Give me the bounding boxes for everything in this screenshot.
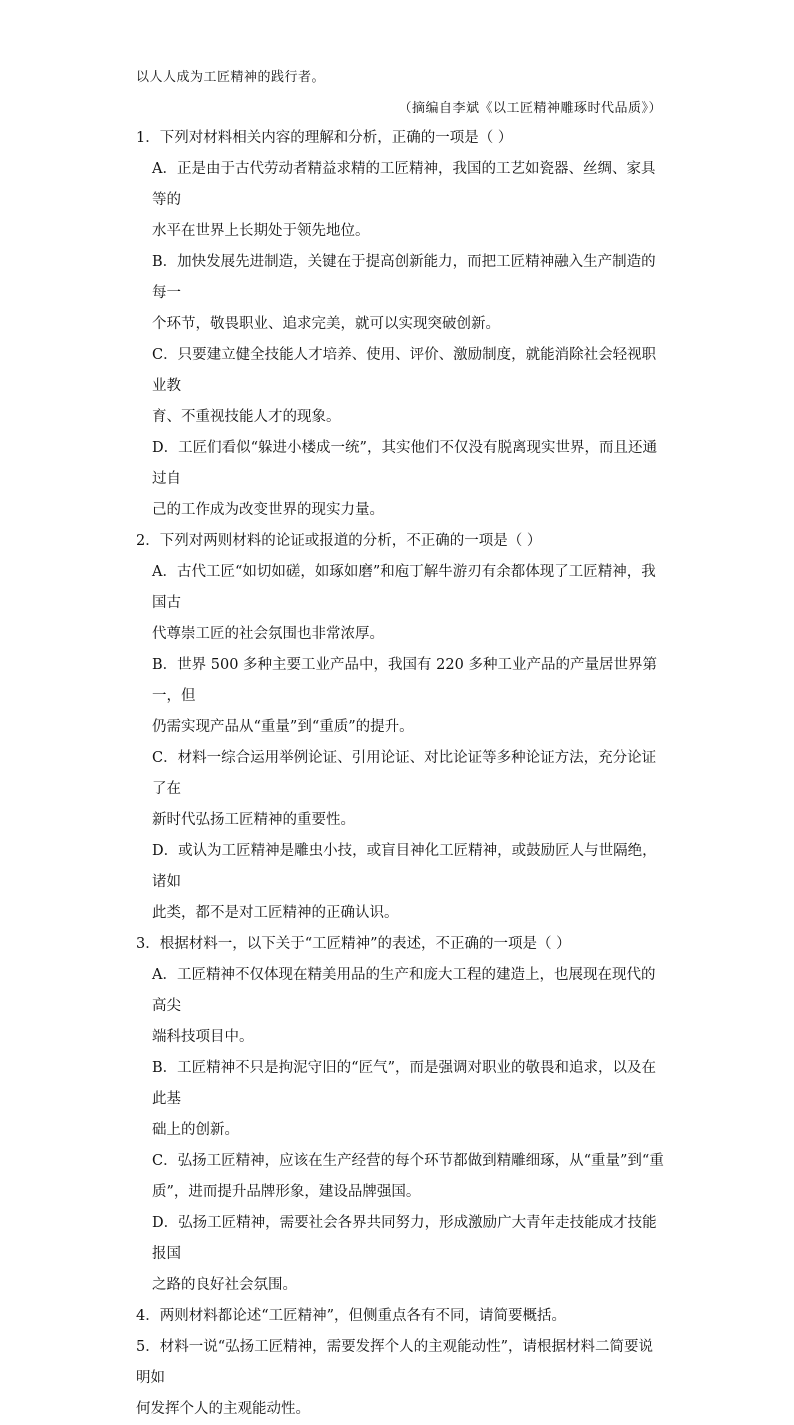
question-5-stem-line-1: 5．材料一说“弘扬工匠精神，需要发挥个人的主观能动性”，请根据材料二简要说明如 [136,1339,654,1386]
option-line: C．弘扬工匠精神，应该在生产经营的每个环节都做到精雕细琢，从“重量”到“重 [152,1153,664,1169]
option-line: 代尊崇工匠的社会氛围也非常浓厚。 [152,626,384,642]
intro-line: 以人人成为工匠精神的践行者。 [136,70,326,85]
option-line: B．工匠精神不只是拘泥守旧的“匠气”，而是强调对职业的敬畏和追求，以及在此基 [152,1060,656,1107]
question-1 [136,123,664,526]
question-3-stem: 3．根据材料一，以下关于“工匠精神”的表述，不正确的一项是（ ） [136,936,571,952]
question-1-option-a [136,154,664,247]
option-line: 础上的创新。 [152,1122,239,1138]
question-3 [136,929,664,1301]
option-line: 端科技项目中。 [152,1029,254,1045]
question-3-option-a [136,960,664,1053]
question-3-option-b [136,1053,664,1146]
question-1-option-b [136,247,664,340]
question-2-stem: 2．下列对两则材料的论证或报道的分析，不正确的一项是（ ） [136,533,542,549]
question-2-option-d [136,836,664,929]
question-1-option-d [136,433,664,526]
question-2-option-c [136,743,664,836]
option-line: D．或认为工匠精神是雕虫小技，或盲目神化工匠精神，或鼓励匠人与世隔绝，诸如 [152,843,657,890]
option-line: C．材料一综合运用举例论证、引用论证、对比论证等多种论证方法，充分论证了在 [152,750,657,797]
option-line: C．只要建立健全技能人才培养、使用、评价、激励制度，就能消除社会轻视职业教 [152,347,657,394]
question-4 [136,1301,664,1332]
question-2 [136,526,664,929]
question-5 [136,1332,664,1425]
question-2-option-b [136,650,664,743]
option-line: D．弘扬工匠精神，需要社会各界共同努力，形成激励广大青年走技能成才技能报国 [152,1215,657,1262]
question-list [136,123,664,1425]
option-line: A．古代工匠“如切如磋，如琢如磨”和庖丁解牛游刃有余都体现了工匠精神，我国古 [152,564,656,611]
option-line: B．加快发展先进制造，关键在于提高创新能力，而把工匠精神融入生产制造的每一 [152,254,656,301]
option-line: 仍需实现产品从“重量”到“重质”的提升。 [152,719,414,735]
source-citation: （摘编自李斌《以工匠精神雕琢时代品质》） [398,101,662,116]
option-line: 己的工作成为改变世界的现实力量。 [152,502,384,518]
option-line: A．正是由于古代劳动者精益求精的工匠精神，我国的工艺如瓷器、丝绸、家具等的 [152,161,656,208]
option-line: 水平在世界上长期处于领先地位。 [152,223,370,239]
question-5-stem-line-2: 何发挥个人的主观能动性。 [136,1401,310,1417]
question-1-option-c [136,340,664,433]
question-2-option-a [136,557,664,650]
option-line: 之路的良好社会氛围。 [152,1277,297,1293]
option-line: 质”，进而提升品牌形象，建设品牌强国。 [152,1184,421,1200]
option-line: A．工匠精神不仅体现在精美用品的生产和庞大工程的建造上，也展现在现代的高尖 [152,967,656,1014]
option-line: 新时代弘扬工匠精神的重要性。 [152,812,355,828]
question-1-stem: 1．下列对材料相关内容的理解和分析，正确的一项是（ ） [136,130,513,146]
question-3-option-c [136,1146,664,1208]
option-line: D．工匠们看似“躲进小楼成一统”，其实他们不仅没有脱离现实世界，而且还通过自 [152,440,657,487]
option-line: B．世界 500 多种主要工业产品中，我国有 220 多种工业产品的产量居世界第一，但 [152,657,657,704]
option-line: 此类，都不是对工匠精神的正确认识。 [152,905,399,921]
question-3-option-d [136,1208,664,1301]
option-line: 个环节，敬畏职业、追求完美，就可以实现突破创新。 [152,316,500,332]
option-line: 育、不重视技能人才的现象。 [152,409,341,425]
question-4-stem: 4．两则材料都论述“工匠精神”，但侧重点各有不同，请简要概括。 [136,1308,567,1324]
